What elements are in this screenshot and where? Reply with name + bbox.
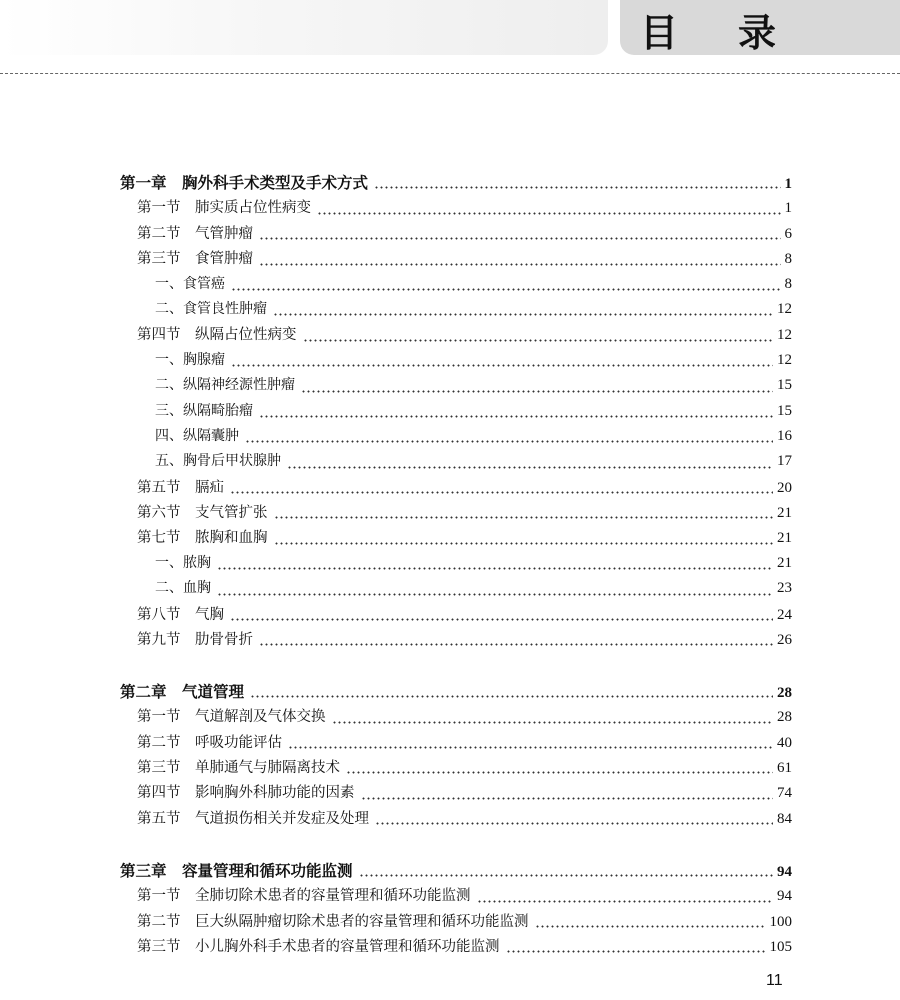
toc-entry-page: 28 (777, 684, 792, 701)
dot-leader (217, 593, 773, 596)
toc-entry-title: 第五节 气道损伤相关并发症及处理 (137, 810, 369, 827)
toc-entry-page: 26 (777, 632, 792, 649)
toc-entry-title: 第三章 容量管理和循环功能监测 (120, 861, 353, 880)
toc-entry-title: 第一章 胸外科手术类型及手术方式 (120, 174, 369, 192)
toc-section[interactable] (0, 628, 900, 653)
page-title-char: 录 (738, 10, 777, 55)
toc-chapter[interactable] (0, 680, 900, 705)
dot-leader (259, 643, 773, 646)
dot-leader (217, 567, 773, 570)
toc-section[interactable] (0, 807, 900, 832)
dot-leader (288, 746, 773, 749)
dot-leader (359, 874, 773, 877)
toc-entry-title: 第三节 单肺通气与肺隔离技术 (137, 760, 340, 777)
dot-leader (259, 263, 781, 266)
toc-entry-title: 第一节 全肺切除术患者的容量管理和循环功能监测 (137, 888, 471, 905)
toc-entry-title: 一、胸腺瘤 (155, 351, 225, 368)
toc-entry-title: 三、纵隔畸胎瘤 (155, 402, 253, 419)
toc-entry-title: 第三节 食管肿瘤 (137, 251, 253, 268)
toc-subsection[interactable] (0, 349, 900, 374)
toc-entry-title: 第二节 呼吸功能评估 (137, 734, 282, 751)
toc-section[interactable] (0, 526, 900, 551)
header-band (0, 0, 608, 55)
toc-section[interactable] (0, 501, 900, 526)
toc-section[interactable] (0, 884, 900, 909)
toc-entry-title: 二、血胸 (155, 580, 211, 597)
toc-section[interactable] (0, 935, 900, 960)
toc-entry-page: 61 (777, 760, 792, 777)
toc-entry-title: 第四节 纵隔占位性病变 (137, 327, 297, 344)
dot-leader (506, 950, 766, 953)
toc-entry-page: 21 (777, 554, 792, 571)
dot-leader (245, 440, 773, 443)
toc-entry-page: 28 (777, 709, 792, 726)
dot-leader (231, 288, 781, 291)
dot-leader (375, 822, 773, 825)
dot-leader (332, 721, 774, 724)
toc-subsection[interactable] (0, 298, 900, 323)
toc-subsection[interactable] (0, 552, 900, 577)
dot-leader (317, 212, 781, 215)
toc-entry-title: 二、食管良性肿瘤 (155, 300, 267, 317)
toc-entry-page: 21 (777, 505, 792, 522)
toc-entry-page: 12 (777, 327, 792, 344)
toc-entry-title: 第七节 脓胸和血胸 (137, 530, 268, 547)
toc-subsection[interactable] (0, 577, 900, 602)
toc-entry-title: 第一节 肺实质占位性病变 (137, 200, 311, 217)
toc-entry-title: 第五节 膈疝 (137, 479, 224, 496)
toc-section[interactable] (0, 705, 900, 730)
toc-entry-page: 16 (777, 427, 792, 444)
toc-entry-page: 84 (777, 810, 792, 827)
dot-leader (230, 491, 773, 494)
toc-entry-page: 94 (777, 863, 792, 880)
toc-section[interactable] (0, 781, 900, 806)
page-title-char: 目 (640, 10, 679, 55)
dot-leader (301, 390, 773, 393)
dot-leader (274, 516, 774, 519)
toc-section[interactable] (0, 247, 900, 272)
toc-entry-title: 第二节 巨大纵隔肿瘤切除术患者的容量管理和循环功能监测 (137, 913, 529, 930)
toc-entry-title: 四、纵隔囊肿 (155, 427, 239, 444)
page-number: 11 (766, 972, 783, 989)
toc-section[interactable] (0, 476, 900, 501)
toc-entry-page: 8 (784, 251, 792, 268)
dot-leader (361, 797, 774, 800)
toc-entry-title: 第二节 气管肿瘤 (137, 225, 253, 242)
toc-subsection[interactable] (0, 374, 900, 399)
toc-entry-page: 17 (777, 453, 792, 470)
toc-entry-page: 94 (777, 888, 792, 905)
toc-entry-title: 第八节 气胸 (137, 606, 224, 623)
dot-leader (477, 900, 774, 903)
dot-leader (346, 771, 773, 774)
table-of-contents (0, 171, 900, 960)
toc-subsection[interactable] (0, 425, 900, 450)
dot-leader (287, 466, 773, 469)
dot-leader (259, 415, 773, 418)
toc-entry-page: 74 (777, 785, 792, 802)
toc-entry-title: 一、脓胸 (155, 554, 211, 571)
toc-entry-page: 105 (769, 938, 792, 955)
dot-leader (274, 542, 774, 545)
dot-leader (231, 364, 773, 367)
toc-entry-title: 五、胸骨后甲状腺肿 (155, 453, 281, 470)
dot-leader (303, 339, 774, 342)
toc-section[interactable] (0, 323, 900, 348)
dot-leader (259, 237, 781, 240)
toc-entry-page: 12 (777, 300, 792, 317)
header-divider (0, 73, 900, 74)
toc-subsection[interactable] (0, 450, 900, 475)
dot-leader (374, 186, 780, 189)
toc-entry-title: 第二章 气道管理 (120, 682, 245, 701)
toc-entry-page: 15 (777, 377, 792, 394)
dot-leader (250, 695, 773, 698)
toc-entry-title: 第三节 小儿胸外科手术患者的容量管理和循环功能监测 (137, 938, 500, 955)
toc-entry-page: 20 (777, 479, 792, 496)
toc-entry-title: 第六节 支气管扩张 (137, 505, 268, 522)
toc-section[interactable] (0, 910, 900, 935)
dot-leader (535, 925, 766, 928)
toc-entry-page: 24 (777, 606, 792, 623)
toc-subsection[interactable] (0, 400, 900, 425)
toc-entry-title: 第九节 肋骨骨折 (137, 632, 253, 649)
toc-entry-page: 40 (777, 734, 792, 751)
toc-entry-title: 第一节 气道解剖及气体交换 (137, 709, 326, 726)
toc-entry-title: 第四节 影响胸外科肺功能的因素 (137, 785, 355, 802)
toc-entry-page: 15 (777, 402, 792, 419)
toc-section[interactable] (0, 731, 900, 756)
toc-entry-page: 1 (784, 176, 792, 192)
toc-entry-page: 8 (784, 275, 792, 292)
toc-section[interactable] (0, 196, 900, 221)
toc-entry-page: 1 (784, 200, 792, 217)
toc-subsection[interactable] (0, 273, 900, 298)
toc-section[interactable] (0, 756, 900, 781)
toc-chapter[interactable] (0, 859, 900, 884)
toc-entry-page: 6 (784, 225, 792, 242)
toc-entry-title: 一、食管癌 (155, 275, 225, 292)
page-title (640, 2, 776, 57)
toc-entry-page: 23 (777, 580, 792, 597)
dot-leader (273, 313, 773, 316)
toc-entry-page: 21 (777, 530, 792, 547)
toc-entry-title: 二、纵隔神经源性肿瘤 (155, 377, 295, 394)
toc-entry-page: 12 (777, 351, 792, 368)
toc-section[interactable] (0, 603, 900, 628)
toc-section[interactable] (0, 222, 900, 247)
toc-chapter[interactable] (0, 171, 900, 196)
toc-entry-page: 100 (769, 913, 792, 930)
dot-leader (230, 618, 773, 621)
